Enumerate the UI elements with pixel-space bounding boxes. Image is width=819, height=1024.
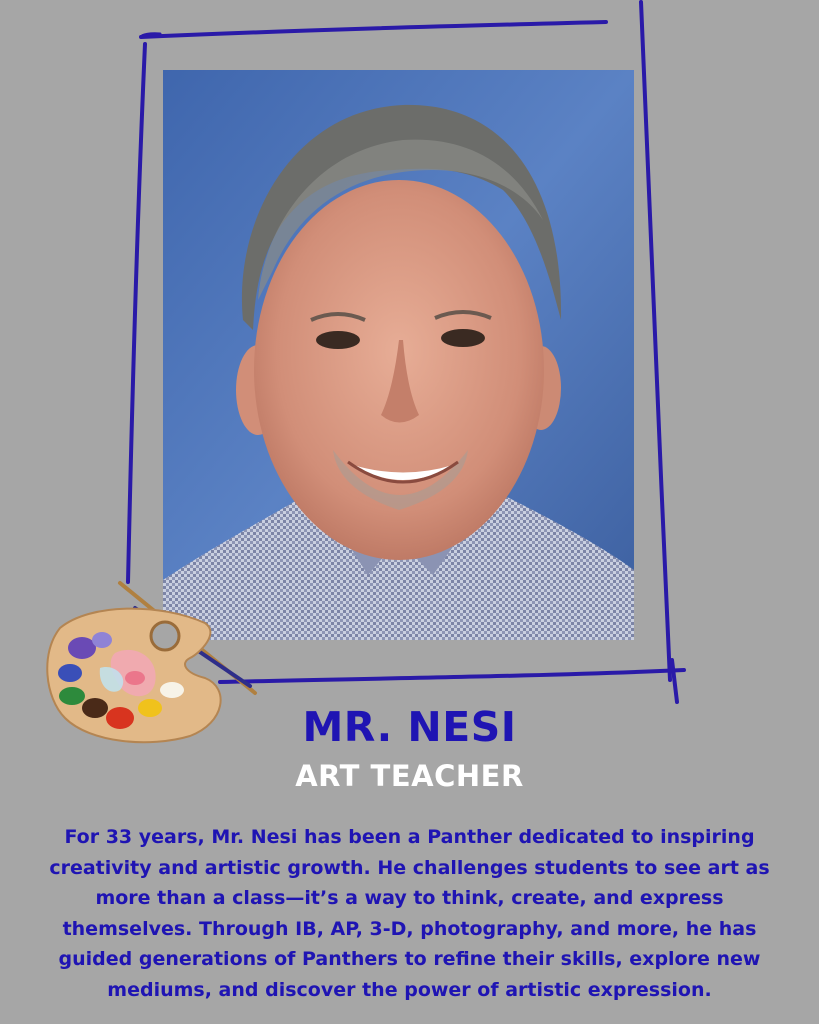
teacher-role: ART TEACHER	[295, 759, 524, 793]
teacher-name: MR. NESI	[302, 703, 517, 751]
teacher-bio: For 33 years, Mr. Nesi has been a Panther dedicated to inspiring creativity and artistic growth. He challenges students to see art as more than a class—it’s a way to think, create, and express themselves. Through IB, AP, 3-D, photography, and more, he has guided generations of Panthers to refine their skills, explore new mediums, and discover the power of artistic expression.	[49, 826, 770, 1001]
teacher-portrait-photo	[163, 70, 634, 640]
